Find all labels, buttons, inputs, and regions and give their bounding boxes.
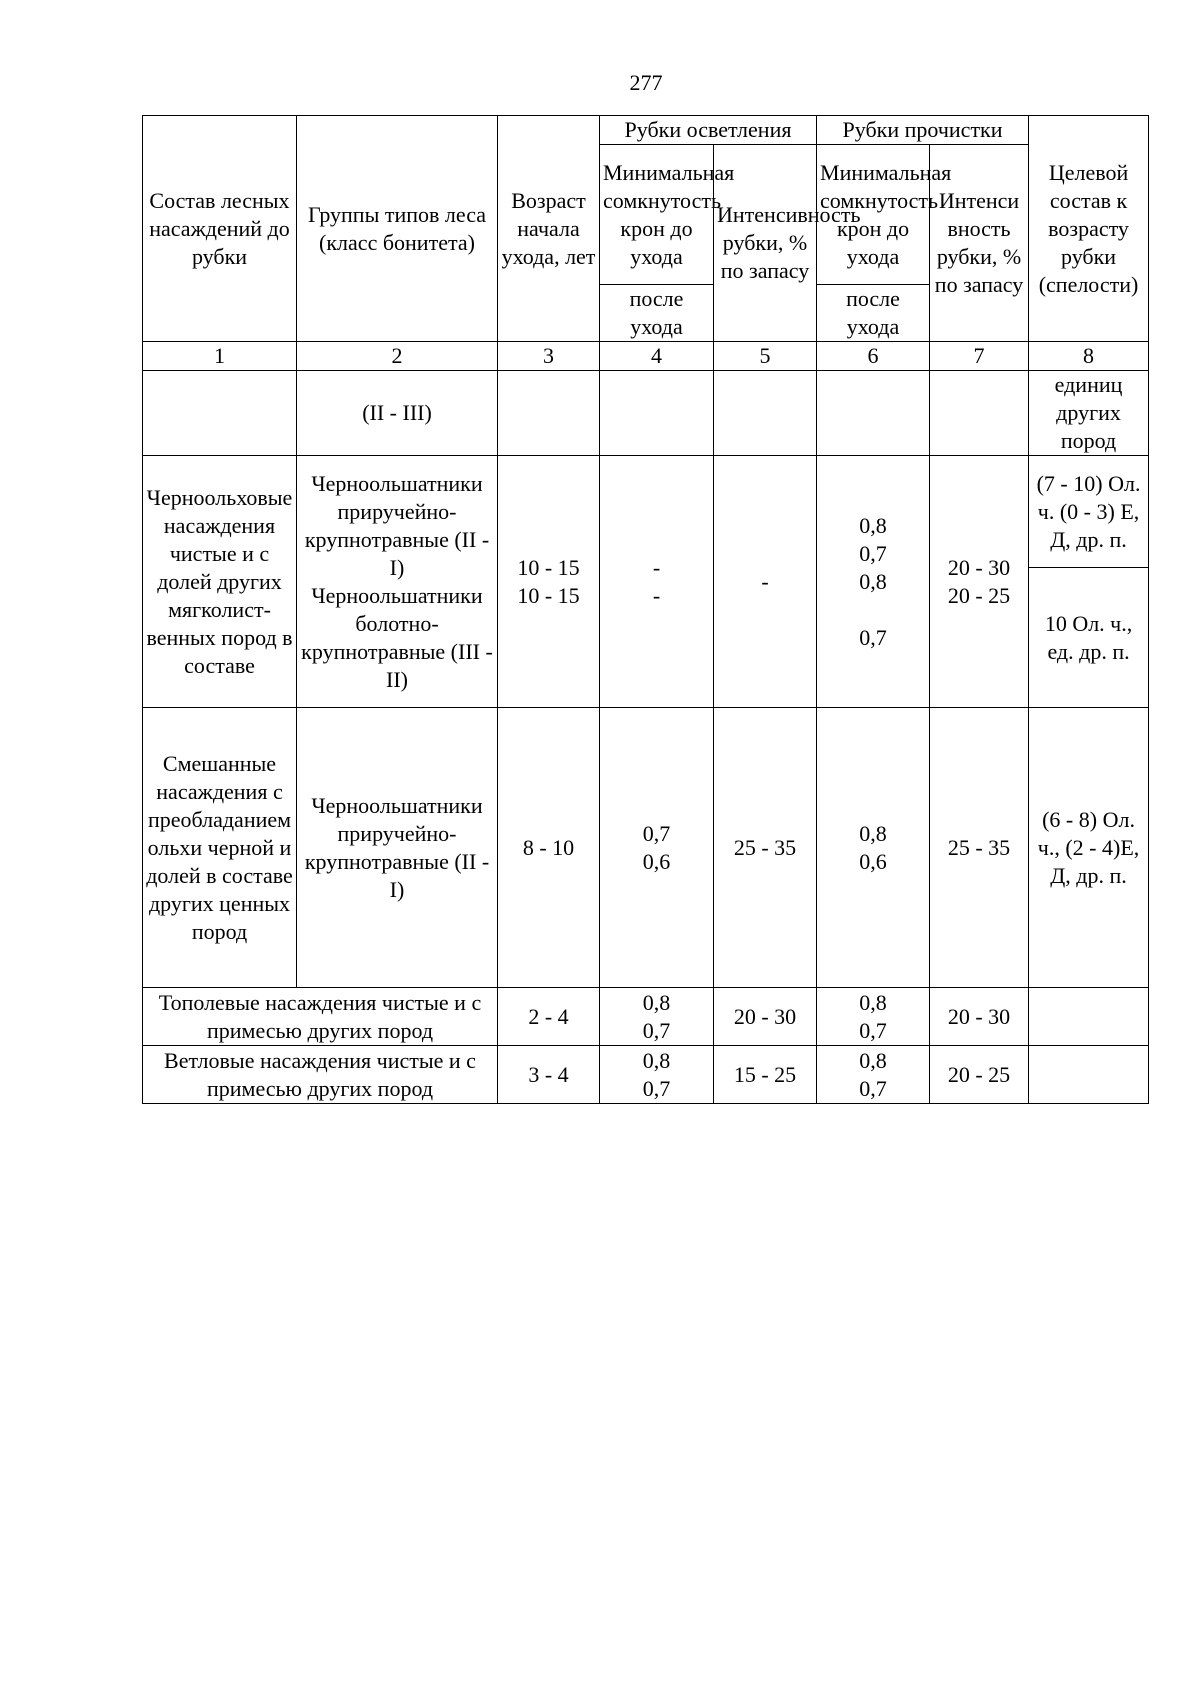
density-clean-a: 0,8 xyxy=(859,820,887,846)
cell-start-age xyxy=(498,456,600,708)
intensity-clean-a: 20 - 30 xyxy=(947,554,1011,580)
column-number: 6 xyxy=(817,342,930,371)
cell-density-light xyxy=(600,988,714,1046)
column-number: 2 xyxy=(297,342,498,371)
cell-composition: Ветловые насаждения чистые и с примесью других пород xyxy=(143,1046,498,1104)
cell-intensity-light xyxy=(714,371,817,456)
density-light-a: 0,7 xyxy=(642,820,671,846)
header-start-age: Возраст начала ухода, лет xyxy=(498,116,600,342)
cell-intensity-light: 20 - 30 xyxy=(714,988,817,1046)
header-group-lightening: Рубки осветления xyxy=(600,116,817,145)
column-number: 3 xyxy=(498,342,600,371)
density-light-b: 0,7 xyxy=(642,1075,671,1101)
density-clean-b: 0,7 xyxy=(859,540,887,566)
density-light-b: 0,7 xyxy=(642,1017,671,1043)
cell-target-composition: единиц других пород xyxy=(1029,371,1149,456)
density-clean-d: 0,7 xyxy=(859,624,887,650)
cell-composition: Смешанные насаждения с преобладанием ольхи черной и долей в составе других ценных пород xyxy=(143,708,297,988)
cell-target-composition xyxy=(1029,988,1149,1046)
cell-intensity-clean xyxy=(930,371,1029,456)
cell-density-light xyxy=(600,1046,714,1104)
cell-intensity-clean: 20 - 30 xyxy=(930,988,1029,1046)
header-after-care-light: после ухода xyxy=(600,285,714,342)
cell-forest-type: Черноольшатники приручейно-крупнотравные (II - I) xyxy=(297,708,498,988)
table-row xyxy=(143,1046,1149,1104)
column-number: 4 xyxy=(600,342,714,371)
header-intensity-light: Интенсивность рубки, % по запасу xyxy=(714,145,817,342)
table-row xyxy=(143,371,1149,456)
header-group-cleaning: Рубки прочистки xyxy=(817,116,1029,145)
column-number: 7 xyxy=(930,342,1029,371)
header-after-care-clean: после ухода xyxy=(817,285,930,342)
density-clean-b: 0,7 xyxy=(859,1017,887,1043)
table-row xyxy=(143,456,1149,568)
cell-intensity-light: - xyxy=(714,456,817,708)
intensity-clean-b: 20 - 25 xyxy=(947,582,1011,608)
cell-composition: Тополевые насаждения чистые и с примесью других пород xyxy=(143,988,498,1046)
density-light-a: 0,8 xyxy=(642,989,671,1015)
cell-intensity-clean: 25 - 35 xyxy=(930,708,1029,988)
silviculture-table xyxy=(142,115,1149,1104)
density-clean-a: 0,8 xyxy=(859,989,887,1015)
cell-intensity-clean xyxy=(930,456,1029,708)
header-min-density-before-clean: Минимальная сомкнутость крон до ухода xyxy=(817,145,930,285)
page-number: 277 xyxy=(629,70,663,95)
cell-target-composition: (7 - 10) Ол. ч. (0 - 3) Е, Д, др. п. xyxy=(1029,456,1149,568)
cell-start-age: 3 - 4 xyxy=(498,1046,600,1104)
column-numbers-row xyxy=(143,342,1149,371)
density-clean-a: 0,8 xyxy=(859,512,887,538)
cell-density-clean xyxy=(817,371,930,456)
cell-density-light xyxy=(600,456,714,708)
header-min-density-before-light: Минимальная сомкнутость крон до ухода xyxy=(600,145,714,285)
table-row xyxy=(143,708,1149,988)
cell-forest-type xyxy=(297,456,498,708)
cell-density-light xyxy=(600,371,714,456)
cell-start-age: 2 - 4 xyxy=(498,988,600,1046)
cell-density-clean xyxy=(817,708,930,988)
density-clean-b: 0,7 xyxy=(859,1075,887,1101)
header-forest-types: Группы типов леса (класс бонитета) xyxy=(297,116,498,342)
column-number: 1 xyxy=(143,342,297,371)
header-intensity-clean: Интенси вность рубки, % по запасу xyxy=(930,145,1029,342)
cell-target-composition xyxy=(1029,1046,1149,1104)
cell-density-clean xyxy=(817,988,930,1046)
cell-target-composition: (6 - 8) Ол. ч., (2 - 4)Е, Д, др. п. xyxy=(1029,708,1149,988)
cell-start-age xyxy=(498,371,600,456)
density-light-b: 0,6 xyxy=(642,848,671,874)
cell-forest-type: (II - III) xyxy=(297,371,498,456)
header-target-composition: Целевой состав к возрасту рубки (спелости) xyxy=(1029,116,1149,342)
column-number: 5 xyxy=(714,342,817,371)
start-age-b: 10 - 15 xyxy=(517,582,580,608)
forest-type-b: Черноольшатники болотно-крупнотравные (III - II) xyxy=(301,582,493,692)
cell-density-light xyxy=(600,708,714,988)
cell-intensity-clean: 20 - 25 xyxy=(930,1046,1029,1104)
cell-intensity-light: 25 - 35 xyxy=(714,708,817,988)
cell-target-composition: 10 Ол. ч., ед. др. п. xyxy=(1029,568,1149,708)
cell-density-clean xyxy=(817,456,930,708)
density-clean-b: 0,6 xyxy=(859,848,887,874)
cell-start-age: 8 - 10 xyxy=(498,708,600,988)
cell-density-clean xyxy=(817,1046,930,1104)
density-clean-a: 0,8 xyxy=(859,1047,887,1073)
table-row xyxy=(143,988,1149,1046)
column-number: 8 xyxy=(1029,342,1149,371)
header-composition: Состав лесных насаждений до рубки xyxy=(143,116,297,342)
density-clean-c: 0,8 xyxy=(859,568,887,594)
cell-intensity-light: 15 - 25 xyxy=(714,1046,817,1104)
density-light-a: - xyxy=(652,554,661,580)
density-light-a: 0,8 xyxy=(642,1047,671,1073)
cell-composition xyxy=(143,371,297,456)
density-light-b: - xyxy=(652,582,661,608)
cell-composition: Черноольховые насаждения чистые и с долей других мягколист-венных пород в составе xyxy=(143,456,297,708)
forest-type-a: Черноольшатники приручейно-крупнотравные (II - I) xyxy=(304,470,490,580)
start-age-a: 10 - 15 xyxy=(517,554,580,580)
